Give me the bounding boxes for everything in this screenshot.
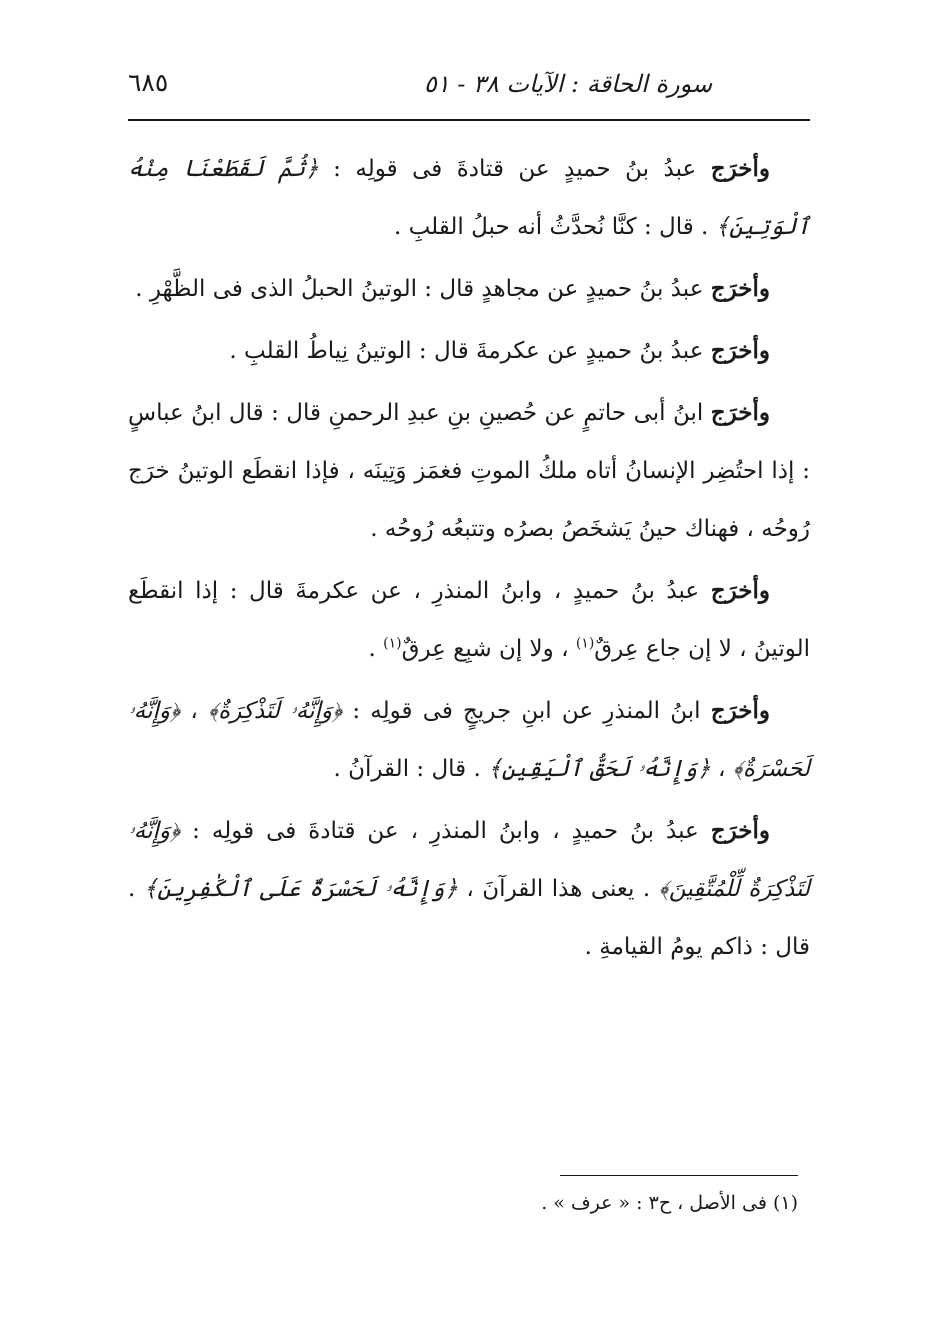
quran-quote: ﴿وَإِنَّهُۥ لَتَذْكِرَةٌ لِّلْمُتَّقِينَ﴾ [128, 818, 810, 902]
footnote-rule [560, 1175, 798, 1176]
paragraph-text: . قال : ذاكم يومُ القيامةِ . [128, 876, 810, 960]
footnote-marker: (١) [575, 635, 595, 652]
footnote-marker: (١) [383, 635, 402, 652]
paragraph-lead-word: وأخرَج [710, 577, 770, 604]
footnote: (١) فى الأصل ، ح٣ : « عرف » . [541, 1192, 798, 1214]
paragraph-text: ابنُ أبى حاتمٍ عن حُصينِ بنِ عبدِ الرحمنِ قال : قال ابنُ عباسٍ : إذا احتُضِر الإنسانُ أتاه ملكُ الموتِ فغمَز وَتِينَه ، فإذا انقطَع الوتينُ خرَج رُوحُه ، فهناك حينُ يَشخَصُ بصرُه وتتبعُه رُوحُه . [128, 400, 810, 542]
paragraph-text: عبدُ بنُ حميدٍ عن عكرمةَ قال : الوتينُ نِياطُ القلبِ . [229, 338, 711, 364]
quran-quote: ﴿وَإِنَّهُۥ لَتَذْكِرَةٌ﴾ [207, 698, 343, 724]
paragraph [128, 802, 810, 976]
paragraph-lead-word: وأخرَج [710, 399, 770, 426]
header-rule [128, 119, 810, 121]
paragraph-text: ، [180, 698, 208, 724]
paragraph-text: ، ولا إن شبِع عِرقٌ [401, 636, 576, 662]
paragraph [128, 682, 810, 798]
quran-quote: ﴿ثُمَّ لَقَطَعْنَا مِنْهُ ٱلْوَتِينَ﴾ [128, 156, 810, 240]
paragraph-text: . يعنى هذا القرآنَ ، [457, 876, 659, 902]
quran-quote: ﴿وَإِنَّهُۥ لَحَسْرَةٌ عَلَى ٱلْكَٰفِرِينَ﴾ [143, 876, 458, 902]
paragraph-text: عبدُ بنُ حميدٍ ، وابنُ المنذرِ ، عن قتادةَ فى قولِه : [180, 818, 711, 844]
paragraph-text: ، [710, 756, 733, 782]
paragraph-text: . [368, 636, 384, 662]
paragraph-lead-word: وأخرَج [710, 155, 770, 182]
paragraph [128, 260, 810, 318]
paragraph-lead-word: وأخرَج [710, 817, 770, 844]
page-number: ٦٨٥ [128, 68, 169, 97]
paragraph [128, 140, 810, 256]
quran-quote: ﴿وَإِنَّهُۥ لَحَسْرَةٌ﴾ [128, 698, 810, 782]
main-text [128, 140, 810, 980]
paragraph-lead-word: وأخرَج [710, 337, 770, 364]
paragraph [128, 562, 810, 678]
paragraph [128, 384, 810, 558]
paragraph-text: عبدُ بنُ حميدٍ عن قتادةَ فى قولِه : [318, 156, 711, 182]
paragraph-text: ابنُ المنذرِ عن ابنِ جريجٍ فى قولِه : [342, 698, 711, 724]
paragraph-text: . قال : كنَّا نُحدَّثُ أنه حبلُ القلبِ . [393, 214, 716, 240]
paragraph-text: . قال : القرآنُ . [333, 756, 489, 782]
paragraph-lead-word: وأخرَج [710, 275, 770, 302]
paragraph-lead-word: وأخرَج [710, 697, 770, 724]
paragraph [128, 322, 810, 380]
running-title: سورة الحاقة : الآيات ٣٨ - ٥١ [423, 70, 713, 98]
paragraph-text: عبدُ بنُ حميدٍ عن مجاهدٍ قال : الوتينُ الحبلُ الذى فى الظَّهْرِ . [135, 276, 711, 302]
page-header [128, 60, 808, 118]
quran-quote: ﴿وَإِنَّهُۥ لَحَقُّ ٱلْيَقِينِ﴾ [488, 756, 711, 782]
paragraph-text: عبدُ بنُ حميدٍ ، وابنُ المنذرِ ، عن عكرمةَ قال : إذا انقطَع الوتينُ ، لا إن جاع عِرقٌ [128, 578, 810, 662]
